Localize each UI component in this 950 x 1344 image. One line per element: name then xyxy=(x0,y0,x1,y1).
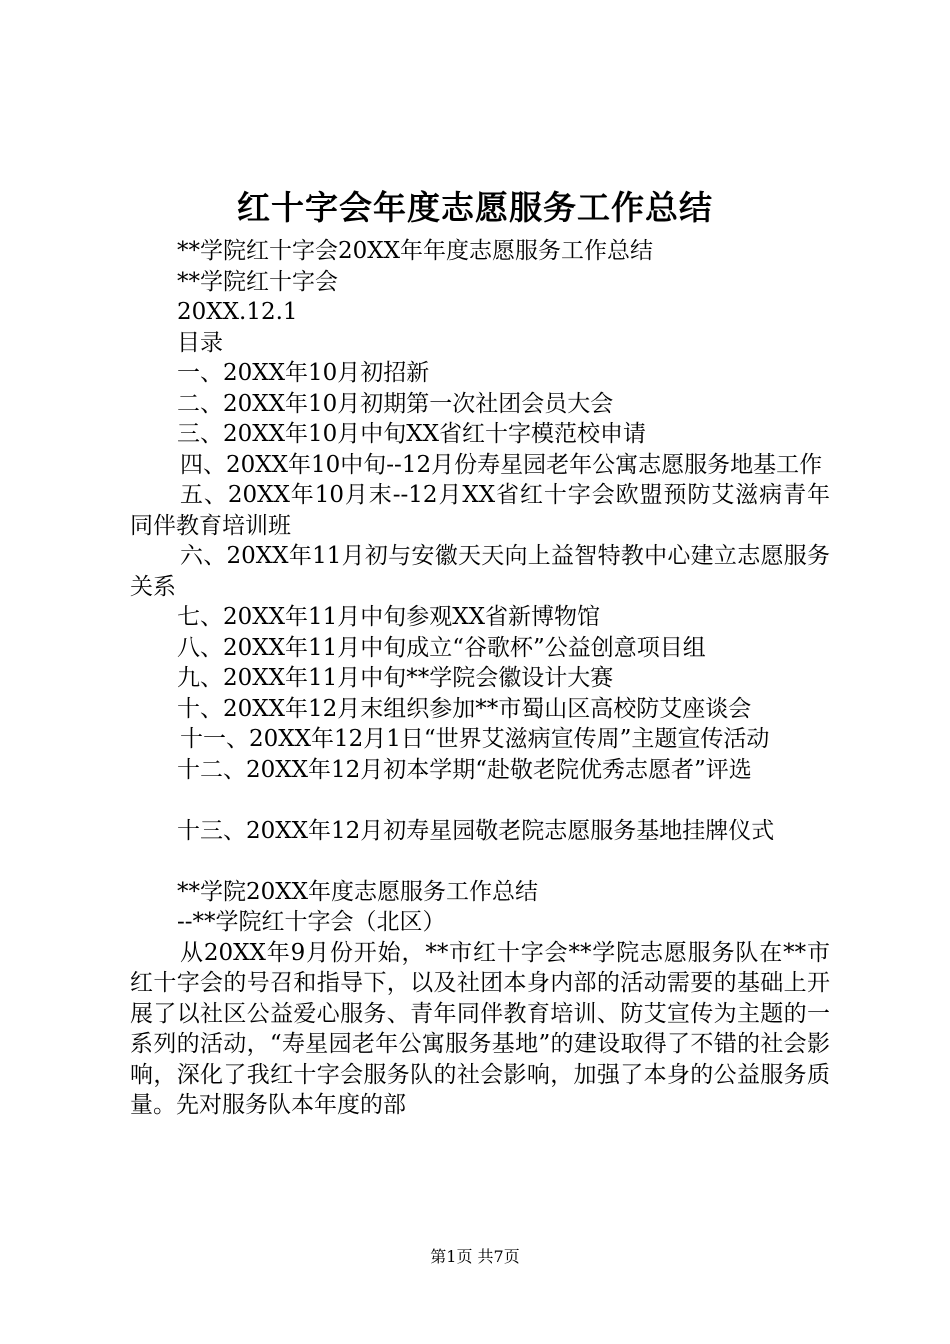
toc-item: 二、20XX年10月初期第一次社团会员大会 xyxy=(177,390,614,417)
toc-item: 四、20XX年10中旬--12月份寿星园老年公寓志愿服务地基工作 xyxy=(180,451,823,478)
body-paragraph: 从20XX年9月份开始，**市红十字会**学院志愿服务队在**市红十字会的号召和指导下，以及社团本身内部的活动需要的基础上开展了以社区公益爱心服务、青年同伴教育培训、防艾宣传为主题的一系列的活动，“寿星园老年公寓服务基地”的建设取得了不错的社会影响，深化了我红十字会服务队的社会影响，加强了本身的公益服务质量。先对服务队本年度的部 xyxy=(130,939,830,1118)
toc-item: 八、20XX年11月中旬成立“谷歌杯”公益创意项目组 xyxy=(177,634,706,661)
toc-item: 九、20XX年11月中旬**学院会徽设计大赛 xyxy=(177,665,614,691)
toc-item: 十三、20XX年12月初寿星园敬老院志愿服务基地挂牌仪式 xyxy=(177,817,775,844)
blank-line xyxy=(130,846,830,877)
toc-heading: 目录 xyxy=(177,329,223,356)
blank-line xyxy=(130,785,830,816)
toc-item: 十二、20XX年12月初本学期“赴敬老院优秀志愿者”评选 xyxy=(177,756,752,783)
header-line: **学院红十字会 xyxy=(177,268,338,295)
toc-item: 三、20XX年10月中旬XX省红十字模范校申请 xyxy=(177,421,647,447)
toc-item: 一、20XX年10月初招新 xyxy=(177,360,430,386)
page-number: 第1页 共7页 xyxy=(430,1247,520,1266)
document-body xyxy=(130,236,830,1121)
date-line: 20XX.12.1 xyxy=(177,299,298,325)
toc-item: 十一、20XX年12月1日“世界艾滋病宣传周”主题宣传活动 xyxy=(180,726,770,752)
toc-item: 七、20XX年11月中旬参观XX省新博物馆 xyxy=(177,604,601,630)
header-line: **学院红十字会20XX年年度志愿服务工作总结 xyxy=(177,238,654,264)
page-title: 红十字会年度志愿服务工作总结 xyxy=(237,188,713,227)
toc-item: 六、20XX年11月初与安徽天天向上益智特教中心建立志愿服务关系 xyxy=(130,543,830,600)
toc-item: 五、20XX年10月末--12月XX省红十字会欧盟预防艾滋病青年同伴教育培训班 xyxy=(130,482,830,539)
summary-subtitle: --**学院红十字会（北区） xyxy=(177,909,446,935)
toc-item: 十、20XX年12月末组织参加**市蜀山区高校防艾座谈会 xyxy=(177,695,752,722)
summary-title: **学院20XX年度志愿服务工作总结 xyxy=(177,878,539,905)
